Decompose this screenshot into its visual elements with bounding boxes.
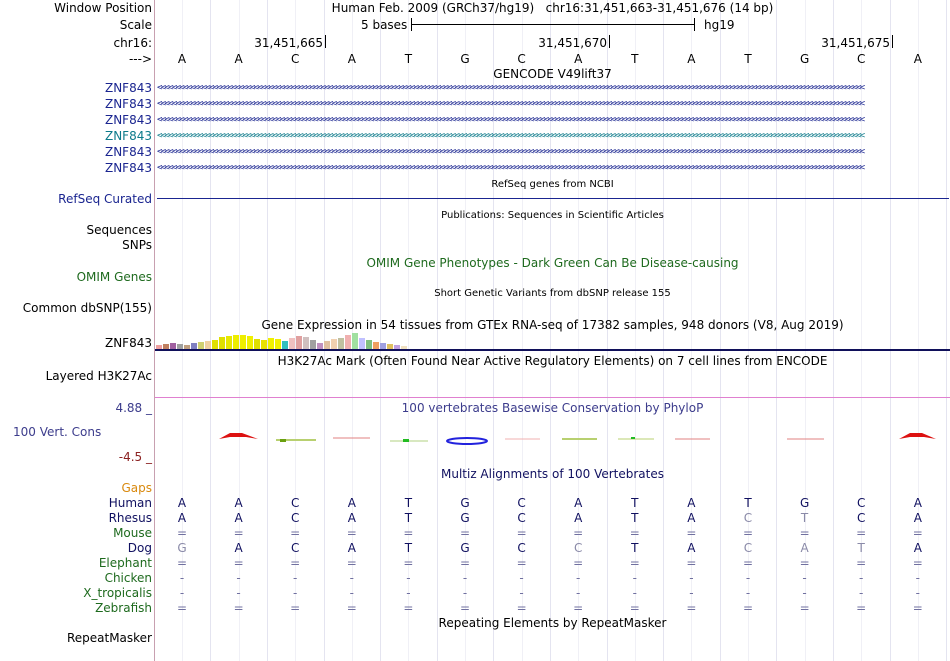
alignment-base: A	[234, 496, 243, 510]
base-letter: T	[404, 52, 413, 66]
window-position-label: Window Position	[54, 1, 152, 15]
alignment-base: =	[573, 556, 584, 570]
alignment-base: G	[460, 511, 470, 525]
base-letter: A	[913, 52, 922, 66]
alignment-base: -	[632, 586, 637, 600]
strand-label: --->	[128, 52, 152, 66]
alignment-base: C	[517, 496, 526, 510]
base-letter: T	[631, 52, 639, 66]
alignment-base: -	[802, 571, 807, 585]
chrom-label: chr16:	[113, 36, 152, 50]
alignment-base: A	[347, 511, 356, 525]
alignment-base: =	[912, 526, 923, 540]
alignment-base: =	[912, 601, 923, 615]
gene-strand-arrows[interactable]: <<<<<<<<<<<<<<<<<<<<<<<<<<<<<<<<<<<<<<<<<<<<<<<<<<<<<<<<<<<<<<<<<<<<<<<<<<<<<<<<<<<<<<<<<<<<<<<<<<<<<<<<<<<<<<<<<<<<<<<<<<<<<<<<<<<<<<<<<<<<<<<<<<<<<<<<<<<<<<<<<<<<<<<<<<<<<<<<<<<<<<<<<<<<<<	[157, 99, 864, 109]
base-letter: A	[687, 52, 696, 66]
alignment-base: =	[686, 556, 697, 570]
alignment-base: =	[346, 526, 357, 540]
alignment-base: T	[404, 496, 413, 510]
alignment-base: A	[574, 496, 583, 510]
alignment-base: G	[460, 541, 470, 555]
alignment-base: =	[573, 526, 584, 540]
alignment-base: -	[576, 571, 581, 585]
alignment-base: -	[293, 571, 298, 585]
alignment-base: =	[233, 556, 244, 570]
phylop-track-title: 100 vertebrates Basewise Conservation by PhyloP	[401, 401, 704, 415]
h3k27ac-track-title: H3K27Ac Mark (Often Found Near Active Regulatory Elements) on 7 cell lines from ENCODE	[277, 354, 828, 368]
position-label-3: 31,451,675	[821, 36, 890, 50]
alignment-base: =	[742, 526, 754, 540]
window-position-value: Human Feb. 2009 (GRCh37/hg19) chr16:31,451,663-31,451,676 (14 bp)	[331, 1, 774, 15]
alignment-base: C	[743, 511, 753, 525]
base-letter: A	[177, 52, 187, 66]
multiz-track-title: Multiz Alignments of 100 Vertebrates	[440, 467, 665, 481]
alignment-base: =	[459, 601, 471, 615]
alignment-base: -	[406, 586, 411, 600]
alignment-base: =	[403, 556, 414, 570]
alignment-base: G	[177, 541, 187, 555]
phylop-mark-4b	[403, 439, 409, 442]
alignment-base: =	[742, 556, 754, 570]
alignment-base: -	[859, 586, 864, 600]
alignment-base: G	[799, 496, 810, 510]
alignment-base: C	[856, 511, 866, 525]
alignment-base: A	[234, 541, 243, 555]
alignment-base: -	[406, 571, 411, 585]
alignment-base: C	[573, 541, 583, 555]
alignment-base: =	[799, 556, 810, 570]
alignment-base: =	[912, 556, 923, 570]
alignment-base: =	[629, 601, 640, 615]
alignment-base: T	[631, 496, 639, 510]
position-label-2: 31,451,670	[538, 36, 607, 50]
alignment-base: =	[459, 526, 471, 540]
alignment-base: C	[290, 511, 300, 525]
phylop-peak-11	[899, 433, 936, 439]
alignment-base: C	[517, 541, 526, 555]
alignment-base: C	[517, 511, 526, 525]
gtex-gene-label[interactable]: ZNF843	[104, 336, 152, 350]
alignment-base: -	[179, 571, 185, 585]
phylop-mark-2b	[280, 439, 286, 442]
alignment-base: =	[290, 526, 301, 540]
phylop-peak-1	[219, 433, 258, 439]
alignment-base: A	[177, 511, 187, 525]
alignment-base: =	[573, 601, 584, 615]
alignment-base: =	[856, 601, 867, 615]
gaps-label: Gaps	[121, 481, 152, 495]
publications-track-title: Publications: Sequences in Scientific Articles	[441, 210, 664, 221]
alignment-base: =	[233, 526, 244, 540]
alignment-base: =	[176, 526, 188, 540]
alignment-base: -	[179, 586, 185, 600]
alignment-base: =	[346, 601, 357, 615]
base-letter: C	[856, 52, 866, 66]
gene-strand-arrows[interactable]: <<<<<<<<<<<<<<<<<<<<<<<<<<<<<<<<<<<<<<<<<<<<<<<<<<<<<<<<<<<<<<<<<<<<<<<<<<<<<<<<<<<<<<<<<<<<<<<<<<<<<<<<<<<<<<<<<<<<<<<<<<<<<<<<<<<<<<<<<<<<<<<<<<<<<<<<<<<<<<<<<<<<<<<<<<<<<<<<<<<<<<<<<<<<<<	[157, 131, 864, 141]
alignment-base: -	[802, 586, 807, 600]
alignment-base: -	[689, 586, 694, 600]
gene-label-znf843[interactable]: ZNF843	[104, 145, 152, 159]
alignment-base: T	[631, 541, 639, 555]
alignment-base: -	[349, 571, 354, 585]
alignment-base: -	[915, 571, 920, 585]
snps-label[interactable]: SNPs	[122, 238, 152, 252]
alignment-base: G	[460, 496, 470, 510]
alignment-base: -	[236, 571, 241, 585]
phylop-mark-8b	[631, 437, 635, 439]
dbsnp-track-title: Short Genetic Variants from dbSNP release 155	[434, 288, 671, 299]
alignment-base: =	[403, 526, 414, 540]
alignment-base: -	[519, 586, 524, 600]
alignment-base: T	[631, 511, 639, 525]
phylop-min-label: -4.5 _	[118, 450, 152, 464]
alignment-base: =	[290, 601, 301, 615]
alignment-base: =	[516, 526, 527, 540]
alignment-base: T	[800, 511, 809, 525]
alignment-base: =	[516, 601, 527, 615]
alignment-base: -	[632, 571, 637, 585]
alignment-base: A	[234, 511, 243, 525]
alignment-base: -	[576, 586, 581, 600]
alignment-base: -	[462, 586, 468, 600]
alignment-base: T	[404, 541, 413, 555]
gene-strand-arrows[interactable]: <<<<<<<<<<<<<<<<<<<<<<<<<<<<<<<<<<<<<<<<<<<<<<<<<<<<<<<<<<<<<<<<<<<<<<<<<<<<<<<<<<<<<<<<<<<<<<<<<<<<<<<<<<<<<<<<<<<<<<<<<<<<<<<<<<<<<<<<<<<<<<<<<<<<<<<<<<<<<<<<<<<<<<<<<<<<<<<<<<<<<<<<<<<<<<	[157, 115, 864, 125]
gene-strand-arrows[interactable]: <<<<<<<<<<<<<<<<<<<<<<<<<<<<<<<<<<<<<<<<<<<<<<<<<<<<<<<<<<<<<<<<<<<<<<<<<<<<<<<<<<<<<<<<<<<<<<<<<<<<<<<<<<<<<<<<<<<<<<<<<<<<<<<<<<<<<<<<<<<<<<<<<<<<<<<<<<<<<<<<<<<<<<<<<<<<<<<<<<<<<<<<<<<<<<	[157, 147, 864, 157]
gene-label-znf843[interactable]: ZNF843	[104, 113, 152, 127]
alignment-base: A	[347, 496, 356, 510]
base-letter: G	[799, 52, 810, 66]
gene-strand-arrows[interactable]: <<<<<<<<<<<<<<<<<<<<<<<<<<<<<<<<<<<<<<<<<<<<<<<<<<<<<<<<<<<<<<<<<<<<<<<<<<<<<<<<<<<<<<<<<<<<<<<<<<<<<<<<<<<<<<<<<<<<<<<<<<<<<<<<<<<<<<<<<<<<<<<<<<<<<<<<<<<<<<<<<<<<<<<<<<<<<<<<<<<<<<<<<<<<<<	[157, 163, 864, 173]
alignment-base: -	[236, 586, 241, 600]
scale-db-text: hg19	[704, 18, 735, 32]
omim-track-title: OMIM Gene Phenotypes - Dark Green Can Be Disease-causing	[366, 256, 739, 270]
alignment-base: -	[689, 571, 694, 585]
base-letter: G	[460, 52, 470, 66]
alignment-base: A	[913, 511, 922, 525]
gene-label-znf843[interactable]: ZNF843	[104, 161, 152, 175]
alignment-base: A	[574, 511, 583, 525]
alignment-base: =	[290, 556, 301, 570]
alignment-base: T	[857, 541, 865, 555]
gene-label-znf843[interactable]: ZNF843	[104, 81, 152, 95]
alignment-base: =	[516, 556, 527, 570]
alignment-base: =	[856, 526, 867, 540]
species-label[interactable]: Dog	[127, 541, 152, 555]
alignment-base: =	[176, 556, 188, 570]
alignment-base: =	[233, 601, 244, 615]
alignment-base: C	[290, 496, 300, 510]
alignment-base: C	[743, 541, 753, 555]
alignment-base: A	[347, 541, 356, 555]
alignment-base: =	[459, 556, 471, 570]
refseq-track-title: RefSeq genes from NCBI	[491, 179, 614, 190]
alignment-base: =	[176, 601, 188, 615]
alignment-base: =	[686, 601, 697, 615]
alignment-base: -	[915, 586, 920, 600]
gtex-track-title: Gene Expression in 54 tissues from GTEx RNA-seq of 17382 samples, 948 donors (V8, Aug 2019)	[261, 318, 844, 332]
alignment-base: C	[856, 496, 866, 510]
alignment-base: =	[346, 556, 357, 570]
alignment-base: A	[687, 511, 696, 525]
gencode-track-title: GENCODE V49lift37	[493, 67, 612, 81]
gene-label-znf843[interactable]: ZNF843	[104, 129, 152, 143]
dbsnp-label[interactable]: Common dbSNP(155)	[22, 301, 152, 315]
alignment-base: A	[800, 541, 809, 555]
alignment-base: -	[293, 586, 298, 600]
alignment-base: A	[913, 541, 922, 555]
alignment-base: A	[687, 496, 696, 510]
base-letter: A	[574, 52, 583, 66]
alignment-base: A	[687, 541, 696, 555]
refseq-label[interactable]: RefSeq Curated	[58, 192, 152, 206]
alignment-base: A	[177, 496, 187, 510]
species-label[interactable]: Chicken	[104, 571, 152, 585]
repeatmasker-label[interactable]: RepeatMasker	[66, 631, 152, 645]
alignment-base: =	[799, 526, 810, 540]
alignment-base: =	[629, 556, 640, 570]
species-label[interactable]: Zebrafish	[95, 601, 152, 615]
base-letter: A	[347, 52, 356, 66]
alignment-base: A	[913, 496, 922, 510]
alignment-base: C	[290, 541, 300, 555]
alignment-base: -	[349, 586, 354, 600]
repeatmasker-track-title: Repeating Elements by RepeatMasker	[438, 616, 667, 630]
scale-bases-text: 5 bases	[361, 18, 408, 32]
base-letter: C	[517, 52, 526, 66]
alignment-base: =	[403, 601, 414, 615]
base-letter: T	[744, 52, 752, 66]
scale-label: Scale	[119, 18, 152, 32]
species-label[interactable]: Mouse	[113, 526, 152, 540]
omim-label[interactable]: OMIM Genes	[76, 270, 152, 284]
alignment-base: =	[629, 526, 640, 540]
species-label[interactable]: Human	[108, 496, 152, 510]
species-label[interactable]: Elephant	[98, 556, 152, 570]
base-letter: C	[290, 52, 300, 66]
alignment-base: =	[856, 556, 867, 570]
phylop-label[interactable]: 100 Vert. Cons	[13, 425, 102, 439]
alignment-base: -	[462, 571, 468, 585]
alignment-base: -	[519, 571, 524, 585]
alignment-base: -	[745, 571, 751, 585]
alignment-base: =	[742, 601, 754, 615]
species-label[interactable]: Rhesus	[108, 511, 152, 525]
phylop-max-label: 4.88 _	[115, 401, 152, 415]
base-letter: A	[234, 52, 243, 66]
alignment-base: T	[744, 496, 752, 510]
alignment-base: =	[686, 526, 697, 540]
alignment-base: -	[745, 586, 751, 600]
gene-label-znf843[interactable]: ZNF843	[104, 97, 152, 111]
alignment-base: -	[859, 571, 864, 585]
species-label[interactable]: X_tropicalis	[83, 586, 152, 600]
phylop-dip-5	[447, 438, 487, 444]
alignment-base: T	[404, 511, 413, 525]
gene-strand-arrows[interactable]: <<<<<<<<<<<<<<<<<<<<<<<<<<<<<<<<<<<<<<<<<<<<<<<<<<<<<<<<<<<<<<<<<<<<<<<<<<<<<<<<<<<<<<<<<<<<<<<<<<<<<<<<<<<<<<<<<<<<<<<<<<<<<<<<<<<<<<<<<<<<<<<<<<<<<<<<<<<<<<<<<<<<<<<<<<<<<<<<<<<<<<<<<<<<<<	[157, 83, 864, 93]
h3k27ac-label[interactable]: Layered H3K27Ac	[45, 369, 152, 383]
position-label-1: 31,451,665	[254, 36, 323, 50]
sequences-label[interactable]: Sequences	[86, 223, 152, 237]
alignment-base: =	[799, 601, 810, 615]
